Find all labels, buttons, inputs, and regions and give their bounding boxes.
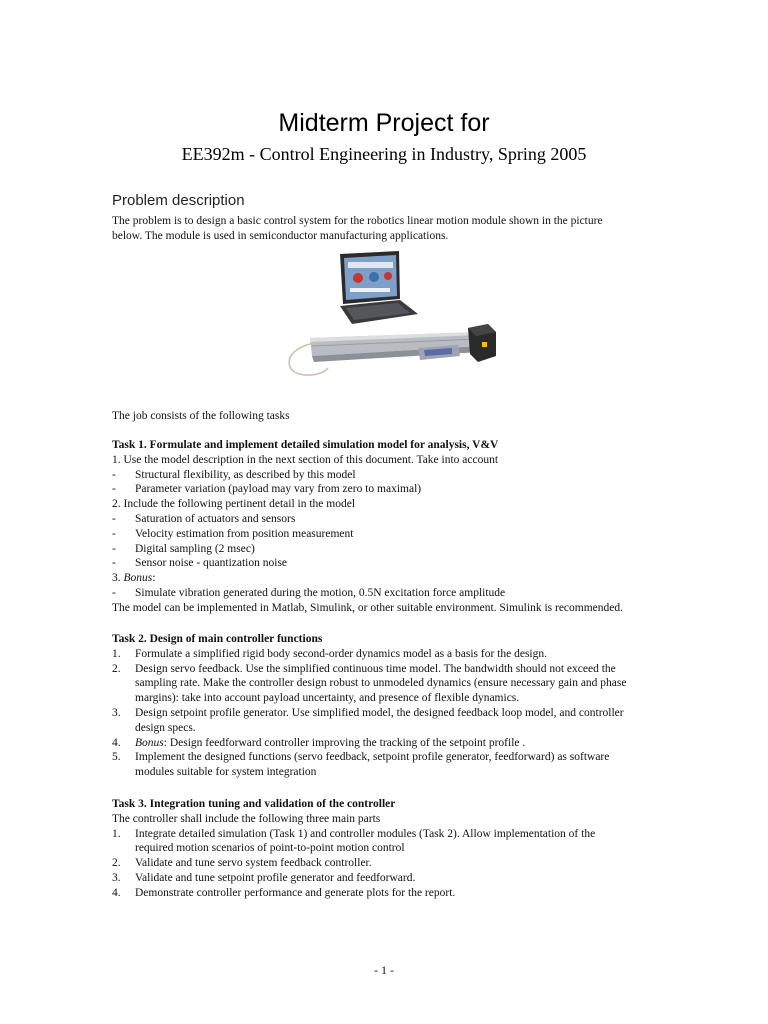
task1-heading: Task 1. Formulate and implement detailed simulation model for analysis, V&V (112, 439, 499, 451)
page-subtitle: EE392m - Control Engineering in Industry, Spring 2005 (181, 144, 587, 164)
task1-line: - Sensor noise - quantization noise (112, 557, 288, 570)
linear-rail-illustration (310, 332, 480, 362)
tasks-intro: The job consists of the following tasks (112, 410, 290, 422)
intro-line: The problem is to design a basic control system for the robotics linear motion module shown in the picture (112, 215, 603, 227)
task1-line: - Structural flexibility, as described by this model (112, 468, 356, 481)
intro-line: below. The module is used in semiconductor manufacturing applications. (112, 229, 449, 242)
task3-heading: Task 3. Integration tuning and validation of the controller (112, 798, 396, 810)
task1-block (112, 438, 682, 616)
task1-line: 1. Use the model description in the next section of this document. Take into account (112, 453, 499, 466)
task3-item: 1. Integrate detailed simulation (Task 1) and controller modules (Task 2). Allow implementation of the required motion scenarios of point-to-point motion control (112, 827, 596, 855)
task1-line: - Parameter variation (payload may vary from zero to maximal) (112, 483, 422, 496)
section-heading-problem: Problem description (112, 192, 245, 209)
page-number: - 1 - (374, 963, 394, 977)
task3-item: 4. Demonstrate controller performance and generate plots for the report. (112, 886, 456, 899)
task3-block (112, 797, 682, 901)
task1-bonus-item: - Simulate vibration generated during the motion, 0.5N excitation force amplitude (112, 586, 506, 599)
page-title: Midterm Project for (278, 109, 490, 137)
motor-box-illustration (468, 324, 496, 362)
task3-item: 3. Validate and tune setpoint profile generator and feedforward. (112, 871, 416, 884)
task1-closing: The model can be implemented in Matlab, Simulink, or other suitable environment. Simulink is recommended. (112, 601, 624, 614)
problem-intro (112, 214, 682, 244)
laptop-illustration (340, 251, 418, 324)
linear-motion-module-photo (282, 250, 498, 390)
task2-item: 5. Implement the designed functions (servo feedback, setpoint profile generator, feedforward) as software modules suitable for system integration (112, 751, 610, 779)
task1-line: 2. Include the following pertinent detail in the model (112, 498, 356, 511)
task1-line: - Saturation of actuators and sensors (112, 512, 296, 525)
task2-block (112, 632, 682, 780)
task1-line: - Digital sampling (2 msec) (112, 542, 255, 555)
task2-item: 4. Bonus: Design feedforward controller improving the tracking of the setpoint profile . (112, 736, 526, 749)
task1-line: - Velocity estimation from position measurement (112, 527, 354, 540)
task3-item: 2. Validate and tune servo system feedback controller. (112, 857, 372, 870)
task3-intro: The controller shall include the following three main parts (112, 812, 381, 825)
task1-bonus-line: 3. Bonus: (112, 572, 156, 585)
task2-heading: Task 2. Design of main controller functions (112, 633, 323, 645)
task2-item: 3. Design setpoint profile generator. Use simplified model, the designed feedback loop model, and controller design specs. (112, 706, 624, 734)
task2-item: 1. Formulate a simplified rigid body second-order dynamics model as a basis for the design. (112, 647, 547, 660)
task2-item: 2. Design servo feedback. Use the simplified continuous time model. The bandwidth should not exceed the sampling rate. Make the controller design robust to unmodeled dynamics (ensure necessary gain and phase margins): take into account payload uncertainty, and presence of flexible dynamics. (112, 662, 627, 705)
